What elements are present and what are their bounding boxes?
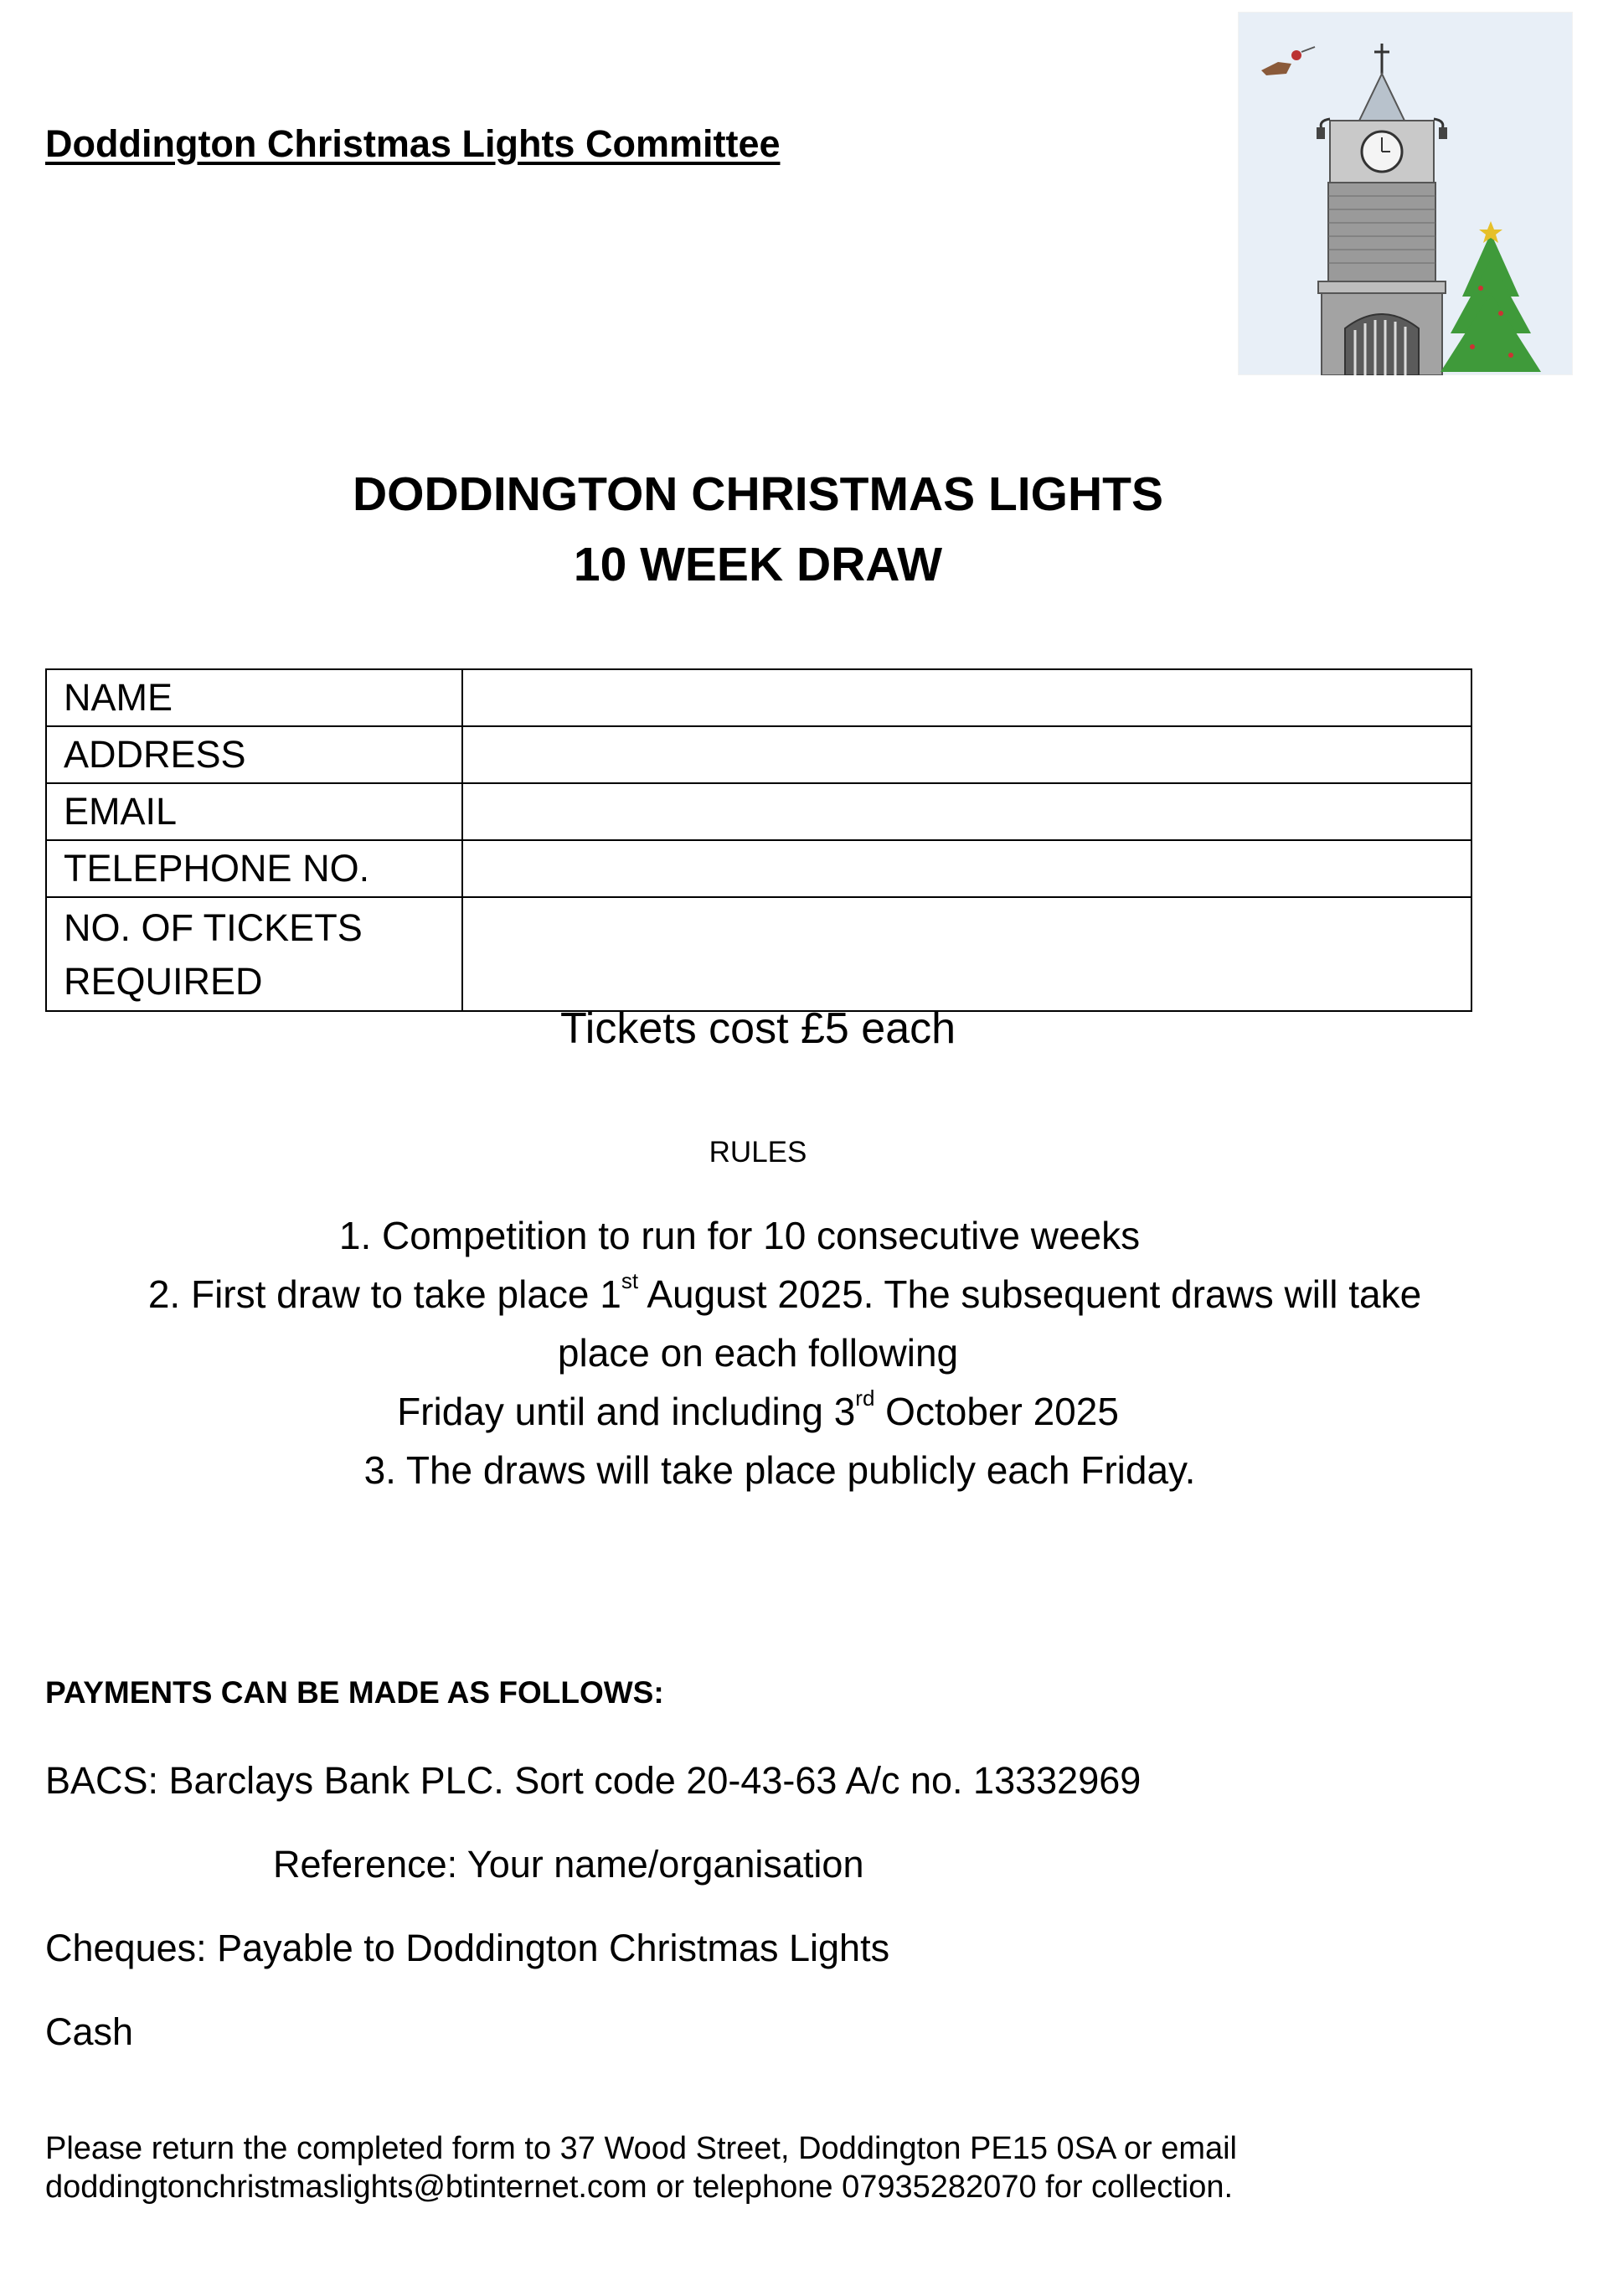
form-row-name [46,669,1471,726]
ticket-cost: Tickets cost £5 each [559,1004,956,1053]
form-label-email: EMAIL [46,783,462,840]
rule-2-line-3-sup: rd [855,1385,875,1411]
clock-tower-illustration [1238,12,1573,375]
rule-2-text: 2. First draw to take place 1 [147,1272,621,1316]
title-line-1: DODDINGTON CHRISTMAS LIGHTS [353,467,1163,521]
form-label-address: ADDRESS [46,726,462,783]
tickets-required-field[interactable] [462,897,1471,1011]
payment-cash: Cash [45,2010,134,2053]
form-label-telephone: TELEPHONE NO. [46,840,462,897]
payments-heading: PAYMENTS CAN BE MADE AS FOLLOWS: [45,1675,664,1710]
form-label-tickets [46,897,462,1011]
rule-1: 1. Competition to run for 10 consecutive weeks [338,1214,1141,1257]
payment-cheques: Cheques: Payable to Doddington Christmas Lights [45,1927,890,1969]
address-field[interactable] [462,726,1471,783]
rules-heading: RULES [709,1136,807,1169]
committee-heading: Doddington Christmas Lights Committee [45,122,781,165]
form-label-tickets-line1: NO. OF TICKETS [64,906,363,949]
rule-2-sup: st [621,1268,639,1293]
rule-2-text-cont: August 2025. The subsequent draws will take [638,1272,1422,1316]
rule-2-line-3 [0,1382,1516,1441]
form-label-tickets-line2: REQUIRED [64,960,263,1003]
rule-2-line-2: place on each following [557,1331,959,1375]
entry-form-table [45,668,1472,1012]
form-row-address [46,726,1471,783]
return-instructions [45,2129,1237,2206]
email-field[interactable] [462,783,1471,840]
return-instructions-line-1: Please return the completed form to 37 Wood Street, Doddington PE15 0SA or email [45,2131,1237,2166]
return-instructions-line-2: doddingtonchristmaslights@btinternet.com or telephone 07935282070 for collection. [45,2170,1234,2205]
form-label-name: NAME [46,669,462,726]
title-line-2: 10 WEEK DRAW [573,538,943,591]
rule-2-line-3-text-cont: October 2025 [874,1390,1119,1433]
tower-body [1318,183,1446,375]
payment-reference: Reference: Your name/organisation [273,1843,864,1886]
payment-bacs: BACS: Barclays Bank PLC. Sort code 20-43-63 A/c no. 13332969 [45,1759,1142,1802]
form-row-tickets [46,897,1471,1011]
name-field[interactable] [462,669,1471,726]
form-row-email [46,783,1471,840]
telephone-field[interactable] [462,840,1471,897]
form-row-telephone [46,840,1471,897]
rule-3: 3. The draws will take place publicly each Friday. [363,1448,1196,1492]
rule-2-line-3-text: Friday until and including 3 [397,1390,856,1433]
rule-2 [27,1265,1543,1323]
